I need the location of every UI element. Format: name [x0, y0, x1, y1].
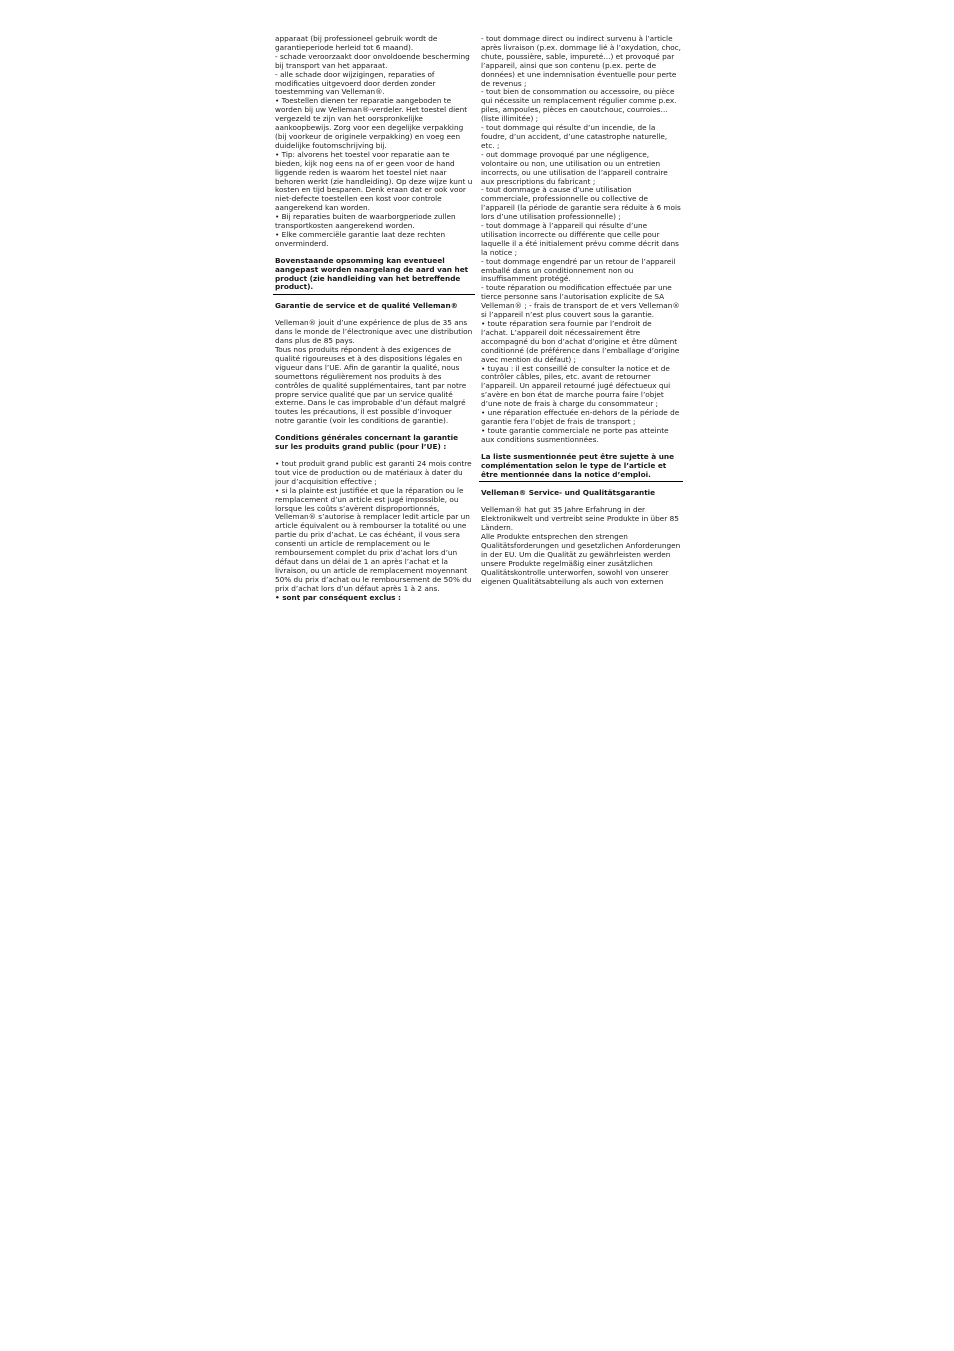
- fr-section-heading: Garantie de service et de qualité Velleman®: [275, 301, 458, 311]
- right-column: [481, 35, 681, 586]
- fr-intro-text: Velleman® jouit d’une expérience de plus de 35 ans dans le monde de l’électronique avec une distribution dans plus de 85 pays. Tous nos produits répondent à des exigences de qualité rigoureuses et à des dispositions légales en vigueur dans l’UE. Afin de garantir la qualité, nous soumettons régulièrement nos produits à des contrôles de qualité supplémentaires, tant par notre propre service qualité que par un service qualité externe. Dans le cas improbable d’un défaut malgré toutes les précautions, il est possible d’invoquer notre garantie (voir les conditions de garantie).: [275, 318, 473, 426]
- de-section-heading: Velleman® Service- und Qualitätsgarantie: [481, 488, 656, 498]
- left-column: [275, 35, 473, 602]
- fr-excluded-label: • sont par conséquent exclus :: [275, 592, 401, 602]
- fr-list-note: La liste susmentionnée peut être sujette à une complémentation selon le type de l’article et être mentionnée dans la notice d’emploi.: [481, 451, 675, 479]
- de-intro-text: Velleman® hat gut 35 Jahre Erfahrung in der Elektronikwelt und vertreibt seine Produkte in über 85 Ländern. Alle Produkte entsprechen den strengen Qualitätsforderungen und gesetzlichen Anforderungen in der EU. Um die Qualität zu gewährleisten werden unsere Produkte regelmäßig einer zusätzlichen Qualitätskontrolle unterworfen, sowohl von unserer eigenen Qualitätsabteilung als auch von externen: [481, 505, 681, 586]
- nl-list-note: Bovenstaande opsomming kan eventueel aangepast worden naargelang de aard van het product (zie handleiding van het betreffende product).: [275, 255, 469, 292]
- fr-exclusions-list: - tout dommage direct ou indirect survenu à l’article après livraison (p.ex. dommage lié à l’oxydation, choc, chute, poussière, sable, impureté…) et provoqué par l’appareil, ainsi que son contenu (p.ex. perte de données) et une indemnisation éventuelle pour perte de revenus ; - tout bien de consommation ou accessoire, ou pièce qui nécessite un remplacement régulier comme p.ex. piles, ampoules, pièces en caoutchouc, courroies… (liste illimitée) ; - tout dommage qui résulte d’un incendie, de la foudre, d’un accident, d’une catastrophe naturelle, etc. ; - out dommage provoqué par une négligence, volontaire ou non, une utilisation ou un entretien incorrects, ou une utilisation de l’appareil contraire aux prescriptions du fabricant ; - tout dommage à cause d’une utilisation commerciale, professionnelle ou collective de l’appareil (la période de garantie sera réduite à 6 mois lors d’une utilisation professionnelle) ; - tout dommage à l’appareil qui résulte d’une utilisation incorrecte ou différente que celle pour laquelle il a été initialement prévu comme décrit dans la notice ; - tout dommage engendré par un retour de l’appareil emballé dans un conditionnement non ou insuffisamment protégé. - toute réparation ou modification effectuée par une tierce personne sans l’autorisation explicite de SA Velleman® ; - frais de transport de et vers Velleman® si l’appareil n’est plus couvert sous la garantie. • toute réparation sera fournie par l’endroit de l’achat. L’appareil doit nécessairement être accompagné du bon d’achat d’origine et être dûment conditionné (de préférence dans l’emballage d’origine avec mention du défaut) ; • tuyau : il est conseillé de consulter la notice et de contrôler câbles, piles, etc. avant de retourner l’appareil. Un appareil retourné jugé défectueux qui s’avère en bon état de marche pourra faire l’objet d’une note de frais à charge du consommateur ; • une réparation effectuée en-dehors de la période de garantie fera l’objet de frais de transport ; • toute garantie commerciale ne porte pas atteinte aux conditions susmentionnées.: [481, 34, 682, 444]
- nl-warranty-exclusions-text: apparaat (bij professioneel gebruik wordt de garantieperiode herleid tot 6 maand). - schade veroorzaakt door onvoldoende bescherming bij transport van het apparaat. - alle schade door wijzigingen, reparaties of modificaties uitgevoerd door derden zonder toestemming van Velleman®. • Toestellen dienen ter reparatie aangeboden te worden bij uw Velleman®-verdeler. Het toestel dient vergezeld te zijn van het oorspronkelijke aankoopbewijs. Zorg voor een degelijke verpakking (bij voorkeur de originele verpakking) en voeg een duidelijke foutomschrijving bij. • Tip: alvorens het toestel voor reparatie aan te bieden, kijk nog eens na of er geen voor de hand liggende reden is waarom het toestel niet naar behoren werkt (zie handleiding). Op deze wijze kunt u kosten en tijd besparen. Denk eraan dat er ook voor niet-defecte toestellen een kost voor controle aangerekend kan worden. • Bij reparaties buiten de waarborgperiode zullen transportkosten aangerekend worden. • Elke commerciële garantie laat deze rechten onverminderd.: [275, 34, 473, 248]
- fr-conditions-heading: Conditions générales concernant la garantie sur les produits grand public (pour l’UE) :: [275, 433, 459, 452]
- fr-conditions-text: • tout produit grand public est garanti 24 mois contre tout vice de production ou de matériaux à dater du jour d’acquisition effective ; • si la plainte est justifiée et que la réparation ou le remplacement d’un article est jugé impossible, ou lorsque les coûts s’avèrent disproportionnés, Velleman® s’autorise à remplacer ledit article par un article équivalent ou à rembourser la totalité ou une partie du prix d’achat. Le cas échéant, il vous sera consenti un article de remplacement ou le remboursement complet du prix d’achat lors d’un défaut dans un délai de 1 an après l’achat et la livraison, ou un article de remplacement moyennant 50% du prix d’achat ou le remboursement de 50% du prix d’achat lors d’un défaut après 1 à 2 ans.: [275, 458, 472, 593]
- section-divider: [273, 294, 475, 295]
- section-divider: [479, 481, 683, 482]
